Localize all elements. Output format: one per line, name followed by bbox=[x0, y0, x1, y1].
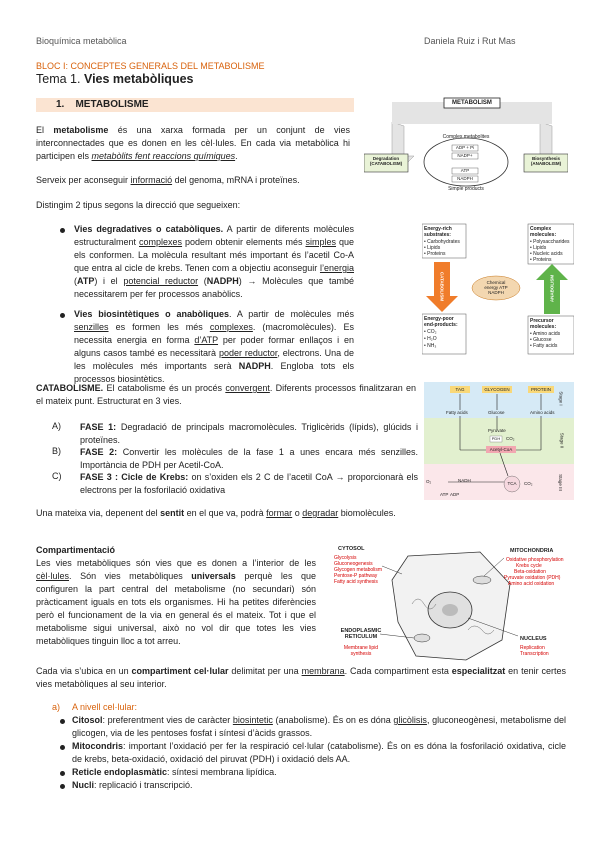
tl-title: Energy-rich substrates: bbox=[424, 226, 452, 238]
degradation-label: Degradation (CATABOLISM) bbox=[369, 156, 403, 166]
cada-paragraph bbox=[36, 665, 566, 691]
cada-b2: especialitzat bbox=[451, 666, 506, 676]
compart-paragraph bbox=[36, 557, 316, 648]
nucleolus-shape bbox=[442, 604, 458, 616]
adp-label: ADP + Pi bbox=[455, 145, 475, 150]
amino-acids-label: Amino acids bbox=[530, 410, 555, 415]
c1-b: Mitocondris bbox=[72, 741, 123, 751]
cada-t1: Cada via s’ubica en un bbox=[36, 666, 132, 676]
figure-metabolism bbox=[364, 96, 568, 212]
deg-u4: potencial reductor bbox=[123, 276, 199, 286]
distingim-paragraph: Distingim 2 tipus segons la direcció que segueixen: bbox=[36, 200, 241, 210]
tr-item: • Lipids bbox=[530, 245, 547, 251]
deg-t7: ) → Molècules que també necessitarem per fer processos anabòlics. bbox=[74, 276, 354, 299]
block-title: BLOC I: CONCEPTES GENERALS DEL METABOLISME bbox=[36, 61, 265, 71]
bullet-dot bbox=[60, 313, 65, 318]
topic-title bbox=[36, 72, 194, 86]
tr-item: • Proteins bbox=[530, 257, 552, 263]
fase-c-letter: C) bbox=[52, 471, 62, 481]
comp-u1: cèl·lules bbox=[36, 571, 70, 581]
energy-label: Chemical energy ATP NADPH bbox=[484, 280, 508, 295]
deg-b1: Vies degradatives o catabòliques. bbox=[74, 224, 224, 234]
biosynthesis-label: Biosynthesis (ANABOLISM) bbox=[530, 156, 562, 166]
comp-t3: perquè les que configuren la part central del metabolisme (no secundari) són pràcticament iguals en tots els organismes. Hi ha petites diferències però el funcionament de la via en general és el mateix. Tot i que el metabolisme sigui universal, això no vol dir que totes les vies metabòliques tinguin lloc a tot arreu. bbox=[36, 571, 317, 646]
complex-label: Complex metabolites bbox=[442, 134, 490, 140]
bullet-dot bbox=[60, 745, 65, 750]
deg-u2: simples bbox=[305, 237, 337, 247]
c3-t1: : replicació i transcripció. bbox=[94, 780, 193, 790]
intro-c: és una xarxa formada per un conjunt de vies interconnectades que es donen en les cèl·lules. En cada via metabòlica hi participen els bbox=[36, 125, 350, 161]
nadph-label: NADPH bbox=[457, 176, 473, 181]
fase-b-text: Convertir les molècules de la fase 1 a unes encara més senzilles. Importància de PDH per Acetil-CoA. bbox=[80, 447, 418, 470]
section-heading: 1. METABOLISME bbox=[56, 99, 149, 110]
cat-u: convergent bbox=[225, 383, 270, 393]
c2-t1: : síntesi membrana lipídica. bbox=[167, 767, 277, 777]
deg-t3: que els conformen. La molècula resultant més important és l’acetil Co-A que entra al cicle de krebs. Tenen com a objectiu aconseguir bbox=[74, 237, 355, 273]
bl-item: • H₂O bbox=[424, 336, 437, 342]
c0-t3: , gluconeogènesi, metabolisme del glicogen, via de les pentoses fosfat i síntesi d’àcids grassos. bbox=[72, 715, 566, 738]
nivell-letter: a) bbox=[52, 702, 61, 712]
er-shape bbox=[414, 634, 430, 642]
tl-item: • Proteins bbox=[424, 251, 446, 257]
degradatives-paragraph bbox=[74, 223, 354, 301]
bio-t5: , electrons. Una de les molècules més importants serà bbox=[74, 348, 355, 371]
tr-item: • Polysaccharides bbox=[530, 239, 570, 245]
c2-b: Reticle endoplasmàtic bbox=[72, 767, 168, 777]
sentit-t4: biomolècules. bbox=[338, 508, 396, 518]
compartment-nucli bbox=[72, 779, 566, 792]
header-right: Daniela Ruiz i Rut Mas bbox=[424, 36, 516, 46]
comp-b1: universals bbox=[191, 571, 236, 581]
mito-item: Pyruvate oxidation (PDH) bbox=[504, 575, 561, 581]
pyruvate-label: Pyruvate bbox=[488, 428, 506, 433]
bio-t3: . (macromolècules). Es necessita energia en forma bbox=[74, 322, 354, 345]
fase-c-text: on s’oxiden els 2 C de l’acetil CoA → proporcionarà els electrons per la fosforilació oxidativa bbox=[80, 472, 418, 495]
tl-item: • Lipids bbox=[424, 245, 441, 251]
sentit-paragraph bbox=[36, 507, 424, 520]
atp-label: ATP bbox=[440, 492, 449, 497]
figure-cat-ana bbox=[422, 222, 574, 356]
cada-u1: membrana bbox=[301, 666, 345, 676]
c0-t1: : preferentment vies de caràcter bbox=[102, 715, 233, 725]
figure-cell bbox=[332, 544, 568, 666]
c3-b: Nucli bbox=[72, 780, 95, 790]
cat-b: CATABOLISME. bbox=[36, 383, 104, 393]
sentit-b: sentit bbox=[160, 508, 185, 518]
fase-a-text: Degradació de principals macromolècules. Triglicèrids (lípids), glúcids i proteïnes. bbox=[80, 422, 418, 445]
header-left: Bioquímica metabòlica bbox=[36, 36, 127, 46]
br-item: • Fatty acids bbox=[530, 343, 558, 349]
nucleus-title: NUCLEUS bbox=[520, 636, 547, 642]
bio-u1: senzilles bbox=[74, 322, 109, 332]
comp-t1: Les vies metabòliques són vies que es donen a l’interior de les bbox=[36, 558, 316, 568]
stage2-label: Stage II bbox=[559, 432, 565, 449]
cat-t1: El catabolisme és un procés bbox=[103, 383, 226, 393]
bio-b2: NADPH bbox=[238, 361, 271, 371]
bl-item: • NH₃ bbox=[424, 343, 437, 349]
deg-u1: complexes bbox=[139, 237, 183, 247]
adp-label: ADP bbox=[450, 492, 460, 497]
o2-label: O₂ bbox=[426, 479, 432, 484]
cytosol-item: Pentose-P pathway bbox=[334, 573, 378, 579]
tl-item: • Carbohydrates bbox=[424, 239, 460, 245]
deg-b3: NADPH bbox=[206, 276, 239, 286]
mito-item: Oxidative phosphorylation bbox=[506, 557, 564, 563]
catabolism-label: CATABOLISM bbox=[439, 271, 445, 302]
bullet-dot bbox=[60, 771, 65, 776]
nadp-label: NADP+ bbox=[457, 153, 473, 158]
deg-t1: A partir de diferents molècules estructuralment bbox=[74, 224, 354, 247]
fatty-acids-label: Fatty acids bbox=[446, 410, 468, 415]
c0-t2: (anabolisme). És on es dóna bbox=[272, 715, 394, 725]
mito-item: Krebs cycle bbox=[516, 563, 542, 569]
catabolisme-paragraph bbox=[36, 382, 416, 408]
intro-d: metabòlits fent reaccions químiques bbox=[91, 151, 236, 161]
nucleus-item: Transcription bbox=[520, 651, 549, 657]
figure-stages bbox=[424, 382, 574, 500]
intro-e: . bbox=[235, 151, 238, 161]
deg-u3: l’energia bbox=[319, 263, 354, 273]
bio-t6: . Engloba tots els processos biosintètics. bbox=[74, 361, 354, 384]
simple-label: Simple products bbox=[448, 186, 484, 192]
acetyl-label: Acetyl-CoA bbox=[489, 447, 513, 452]
pdh-label: PDH bbox=[491, 436, 501, 441]
br-title: Precursor molecules: bbox=[530, 318, 557, 330]
cytosol-title: CYTOSOL bbox=[338, 546, 365, 552]
stages-diagram bbox=[424, 382, 574, 500]
bio-t4: per poder formar enllaços i en alguns casos també es necessitarà bbox=[74, 335, 354, 358]
sentit-t2: en el que va, podrà bbox=[184, 508, 267, 518]
tag-label: TAG bbox=[455, 387, 465, 392]
glucose-label: Glucose bbox=[488, 410, 505, 415]
sentit-u1: formar bbox=[266, 508, 293, 518]
bullet-dot bbox=[60, 228, 65, 233]
bio-u3: d’ATP bbox=[194, 335, 219, 345]
cat-t2: . Diferents processos finalitzaran en el mateix punt. Estructurat en 3 vies. bbox=[36, 383, 416, 406]
serveix-c: del genoma, mRNA i proteïnes. bbox=[172, 175, 300, 185]
comp-t2: . Són vies metabòliques bbox=[69, 571, 192, 581]
nadh-label: NADH bbox=[458, 478, 471, 483]
er-item: synthesis bbox=[350, 651, 372, 657]
tca-label: TCA bbox=[507, 481, 517, 486]
mito-item: Beta-oxidation bbox=[514, 569, 546, 575]
bio-t2: es formen les més bbox=[108, 322, 210, 332]
serveix-b: informació bbox=[130, 175, 173, 185]
sentit-t1: Una mateixa via, depenent del bbox=[36, 508, 161, 518]
cytosol-item: Gluconeogenesis bbox=[334, 561, 373, 567]
compartment-reticle bbox=[72, 766, 566, 779]
bio-t1: . A partir de molècules més bbox=[229, 309, 354, 319]
bio-u4: poder reductor bbox=[218, 348, 278, 358]
serveix-paragraph bbox=[36, 174, 366, 187]
sentit-u2: degradar bbox=[302, 508, 339, 518]
er-item: Membrane lipid bbox=[343, 645, 379, 651]
stage1-label: Stage I bbox=[558, 391, 564, 406]
tr-title: Complex molecules: bbox=[530, 226, 557, 238]
co2-label: CO₂ bbox=[506, 436, 515, 441]
bullet-dot bbox=[60, 784, 65, 789]
c1-t1: : important l’oxidació per fer la respiració cel·lular (catabolisme). És on es dóna la fosforilació oxidativa, cicle de krebs, beta-oxidació, oxidació del piruvat (PDH) i oxidació dels AA. bbox=[72, 741, 566, 764]
intro-paragraph bbox=[36, 124, 350, 163]
cada-t2: delimitat per una bbox=[228, 666, 302, 676]
mito-item: Amino acid oxidation bbox=[508, 581, 555, 587]
er-title: ENDOPLASMIC RETICULUM bbox=[340, 628, 382, 640]
cytosol-item: Glycolysis bbox=[334, 555, 357, 561]
sentit-t3: o bbox=[292, 508, 303, 518]
mitochondrion-shape bbox=[473, 576, 491, 584]
deg-t6: ( bbox=[198, 276, 207, 286]
cada-t3: . Cada compartiment esta bbox=[344, 666, 452, 676]
biosintetiques-paragraph bbox=[74, 308, 354, 386]
intro-a: El bbox=[36, 125, 54, 135]
nucleus-item: Replication bbox=[520, 645, 545, 651]
banner-label: METABOLISM bbox=[452, 100, 492, 106]
nivell-label: A nivell cel·lular: bbox=[72, 702, 138, 712]
c0-u2: glicòlisis bbox=[393, 715, 427, 725]
anabolism-label: ANABOLISM bbox=[549, 274, 555, 303]
bl-item: • CO₂ bbox=[424, 329, 437, 335]
fase-b-letter: B) bbox=[52, 446, 61, 456]
deg-t4: ( bbox=[74, 276, 77, 286]
deg-b2: ATP bbox=[77, 276, 95, 286]
bl-title: Energy-poor end-products: bbox=[424, 316, 458, 328]
bullet-dot bbox=[60, 719, 65, 724]
c0-u1: biosintetic bbox=[232, 715, 273, 725]
bio-b1: Vies biosintètiques o anabòliques bbox=[74, 309, 230, 319]
fase-b-label: FASE 2: bbox=[80, 447, 118, 457]
cada-t4: en tenir certes vies metabòliques al seu interior. bbox=[36, 666, 566, 689]
glycogen-label: GLYCOGEN bbox=[484, 387, 510, 392]
co2-out-label: CO₂ bbox=[524, 481, 533, 486]
cada-b1: compartiment cel·lular bbox=[131, 666, 229, 676]
atp-label: ATP bbox=[460, 168, 470, 173]
deg-t5: ) i el bbox=[94, 276, 124, 286]
bio-u2: complexes bbox=[209, 322, 253, 332]
fase-c-label: FASE 3 : Cicle de Krebs: bbox=[80, 472, 189, 482]
fase-a-label: FASE 1: bbox=[80, 422, 117, 432]
br-item: • Glucose bbox=[530, 337, 552, 343]
topic-name: Vies metabòliques bbox=[83, 72, 194, 86]
cytosol-item: Glycogen metabolism bbox=[334, 567, 383, 573]
compart-heading: Compartimentació bbox=[36, 545, 116, 555]
deg-t2: podem obtenir elements més bbox=[182, 237, 306, 247]
fase-b bbox=[80, 446, 418, 472]
topic-prefix: Tema 1. bbox=[36, 72, 81, 86]
cytosol-item: Fatty acid synthesis bbox=[334, 579, 378, 585]
intro-b: metabolisme bbox=[53, 125, 109, 135]
stage3-label: Stage III bbox=[557, 474, 563, 491]
serveix-a: Serveix per aconseguir bbox=[36, 175, 131, 185]
compartment-mitocondris bbox=[72, 740, 566, 766]
tr-item: • Nucleic acids bbox=[530, 251, 563, 257]
protein-label: PROTEIN bbox=[530, 387, 551, 392]
br-item: • Amino acids bbox=[530, 331, 561, 337]
fase-a bbox=[80, 421, 418, 447]
fase-c bbox=[80, 471, 418, 497]
fase-a-letter: A) bbox=[52, 421, 61, 431]
mito-title: MITOCHONDRIA bbox=[510, 548, 554, 554]
c0-b: Citosol bbox=[72, 715, 103, 725]
compartment-citosol bbox=[72, 714, 566, 740]
